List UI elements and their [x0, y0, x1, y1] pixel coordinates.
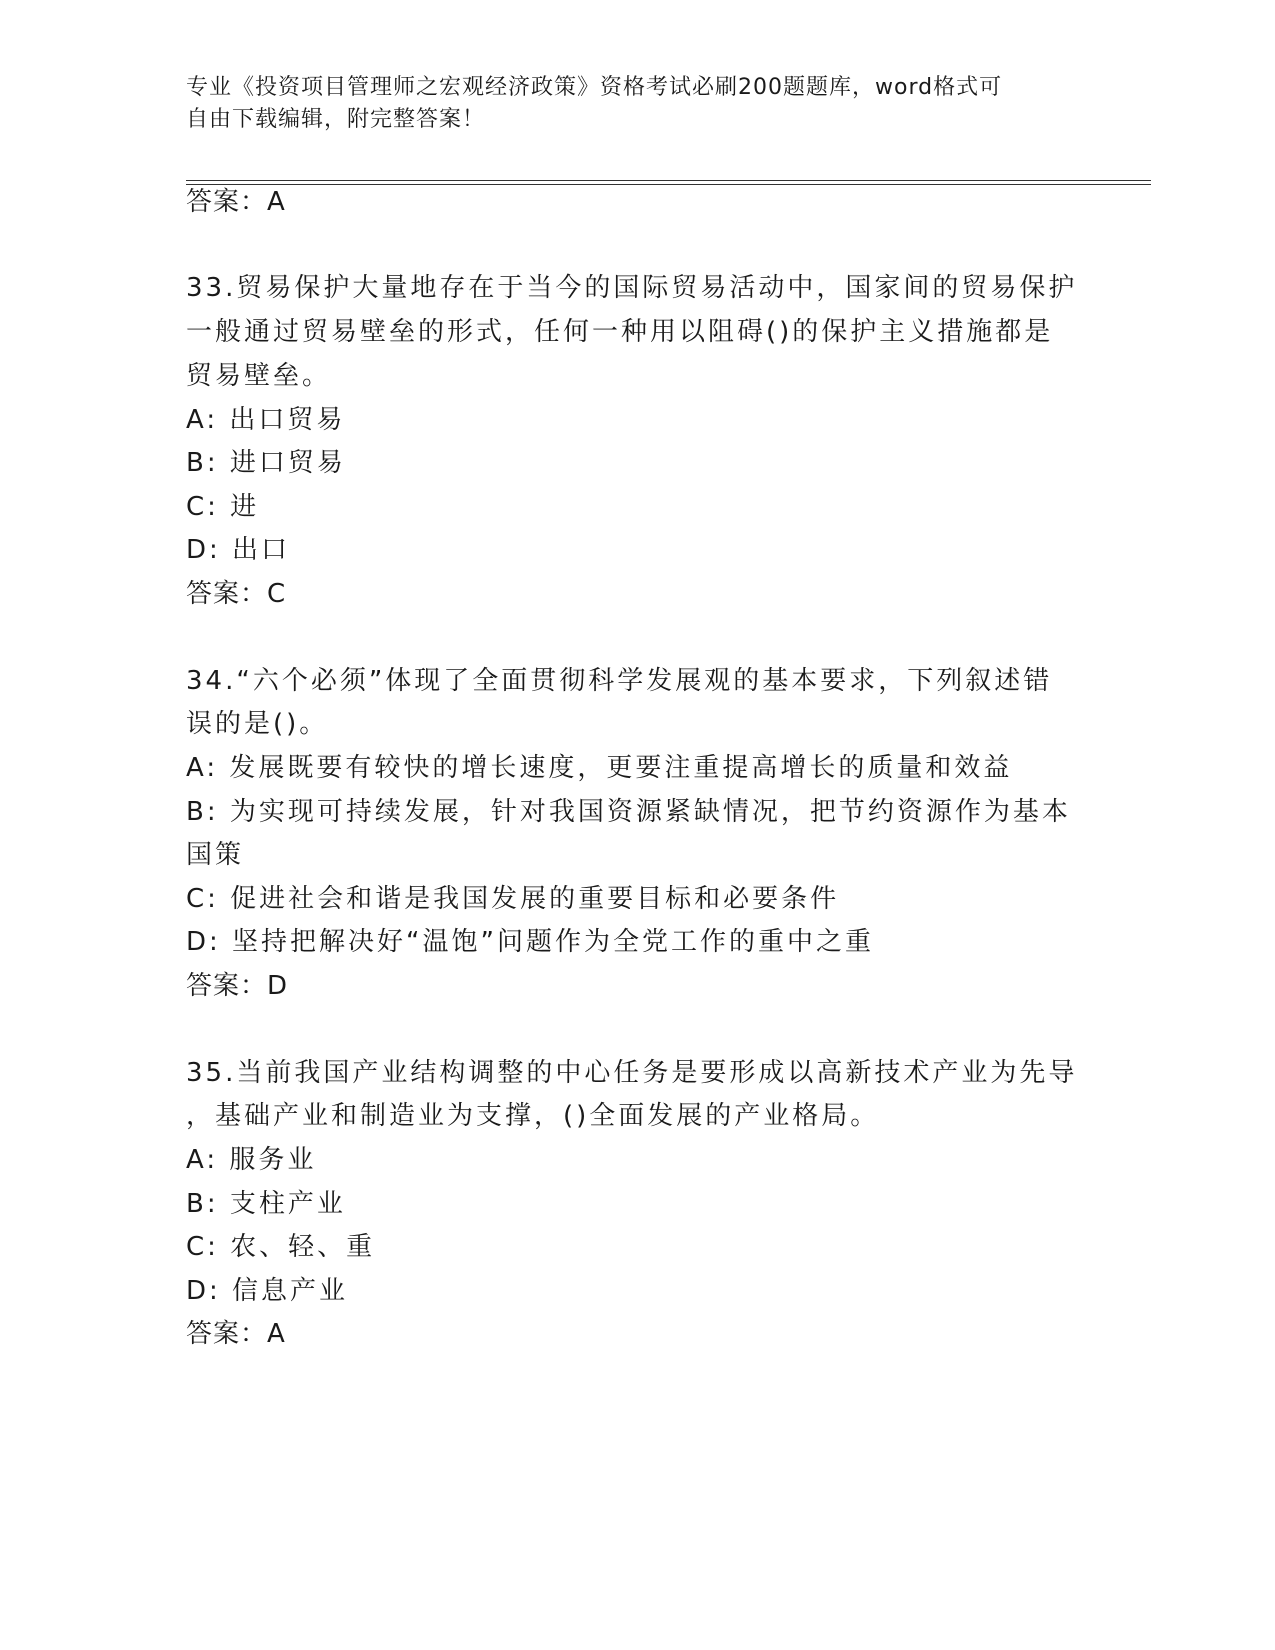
option-c: C: 农、轻、重	[186, 1232, 376, 1262]
answer-33: 答案：C	[186, 579, 287, 609]
question-text-line: 35.当前我国产业结构调整的中心任务是要形成以高新技术产业为先导	[186, 1058, 1078, 1088]
option-b: B: 进口贸易	[186, 448, 346, 478]
option-b: B: 为实现可持续发展，针对我国资源紧缺情况，把节约资源作为基本	[186, 797, 1071, 827]
option-a: A: 服务业	[186, 1145, 317, 1175]
answer-35: 答案：A	[186, 1319, 286, 1349]
option-d: D: 坚持把解决好“温饱”问题作为全党工作的重中之重	[186, 927, 874, 957]
question-text-line: ，基础产业和制造业为支撑，()全面发展的产业格局。	[186, 1101, 880, 1131]
question-text-line: 贸易壁垒。	[186, 361, 332, 391]
option-b-continued: 国策	[186, 840, 245, 870]
header-divider-bottom	[186, 184, 1151, 185]
header-divider-top	[186, 180, 1151, 181]
answer-34: 答案：D	[186, 971, 289, 1001]
previous-answer: 答案：A	[186, 187, 286, 217]
header-line-1: 专业《投资项目管理师之宏观经济政策》资格考试必刷200题题库，word格式可	[186, 75, 1003, 100]
question-text-line: 一般通过贸易壁垒的形式，任何一种用以阻碍()的保护主义措施都是	[186, 317, 1054, 347]
document-header	[186, 72, 1066, 136]
option-b: B: 支柱产业	[186, 1189, 346, 1219]
option-c: C: 促进社会和谐是我国发展的重要目标和必要条件	[186, 884, 840, 914]
header-line-2: 自由下载编辑，附完整答案！	[186, 107, 486, 132]
option-a: A: 出口贸易	[186, 405, 346, 435]
question-text-line: 误的是()。	[186, 709, 329, 739]
question-text-line: 34.“六个必须”体现了全面贯彻科学发展观的基本要求，下列叙述错	[186, 666, 1053, 696]
option-d: D: 出口	[186, 535, 291, 565]
option-c: C: 进	[186, 492, 260, 522]
option-a: A: 发展既要有较快的增长速度，更要注重提高增长的质量和效益	[186, 753, 1013, 783]
option-d: D: 信息产业	[186, 1276, 349, 1306]
question-text-line: 33.贸易保护大量地存在于当今的国际贸易活动中，国家间的贸易保护	[186, 273, 1078, 303]
